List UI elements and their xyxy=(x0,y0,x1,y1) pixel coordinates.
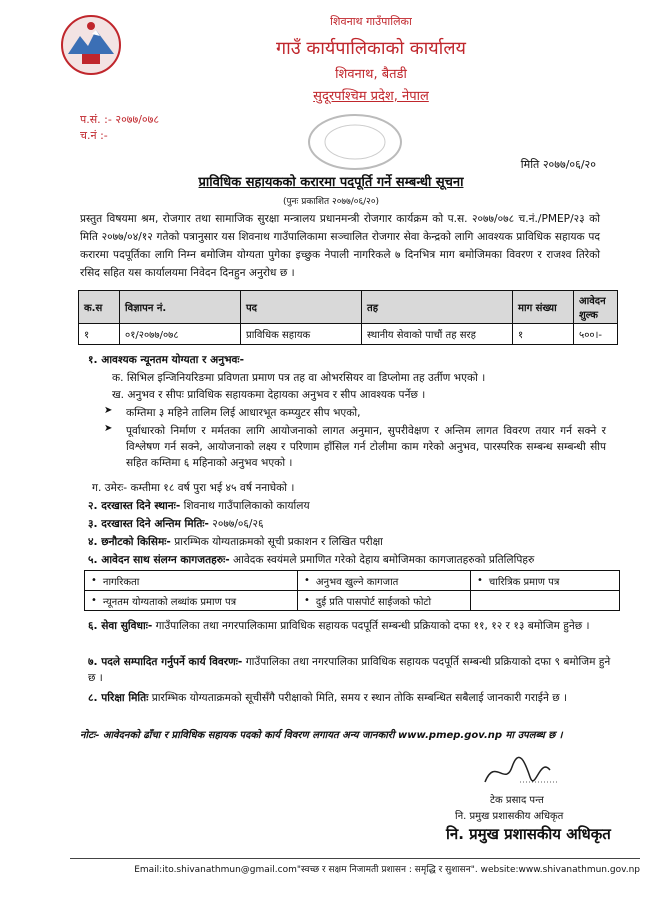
bullet-icon: • xyxy=(304,575,310,586)
notice-title: प्राविधिक सहायकको करारमा पदपूर्ति गर्ने सम्बन्धी सूचना xyxy=(198,175,464,190)
section-value: प्रारम्भिक योग्यताक्रमको सूचीसँगै परीक्षाको मिति, समय र स्थान तोकि सम्बन्धित सबैलाई जानकारी गराईने छ । xyxy=(148,692,568,704)
documents-table xyxy=(84,570,620,611)
section-label: ५. आवेदन साथ संलग्न कागजतहरुः- xyxy=(88,554,230,566)
section-value: गाउँपालिका तथा नगरपालिका प्राविधिक सहायक पदपूर्ति सम्बन्धी प्रक्रियाको दफा ९ बमोजिम हुने छ । xyxy=(88,656,611,684)
section-8 xyxy=(88,690,618,706)
table-cell: ०१/२०७७/०७८ xyxy=(120,324,241,345)
document-item: न्यूनतम योग्यताको लब्धांक प्रमाण पत्र xyxy=(102,596,237,608)
signatory-role: नि. प्रमुख प्रशासकीय अधिकृत xyxy=(455,811,564,822)
notice-date: मिति २०७७/०६/२० xyxy=(520,158,596,171)
dispatch-number: च.नं :- xyxy=(80,129,108,142)
section-3 xyxy=(88,516,264,532)
document-item: अनुभव खुल्ने कागजात xyxy=(315,576,399,588)
document-item: दुई प्रति पासपोर्ट साईजको फोटो xyxy=(315,596,432,608)
section-5 xyxy=(88,552,534,568)
arrow-bullet-icon: ➤ xyxy=(104,405,113,416)
table-cell xyxy=(298,571,471,591)
skill-item-2: पूर्वाधारको निर्माण र मर्मतका लागि आयोजनाको लागत अनुमान, सुपरीवेक्षण र अन्तिम लागत विवरण तयार गर्न सक्ने र विश्लेषण गर्न सक्ने, आयोजनाको लक्ष्य र परिणाम हाँसिल गर्न टोलीमा काम गरेको अनुभव, पारस्परिक सम्बन्ध सम्बन्धी सीप सहित कम्तिमा ६ महिनाको अनुभव भएको । xyxy=(126,425,606,469)
section-label: ४. छनौटको किसिमः- xyxy=(88,536,171,548)
table-cell xyxy=(471,571,620,591)
bullet-icon: • xyxy=(91,595,97,606)
section-7 xyxy=(88,654,618,686)
section-value: शिवनाथ गाउँपालिकाको कार्यालय xyxy=(180,500,310,512)
note: नोटः- आवेदनको ढाँचा र प्राविधिक सहायक पदको कार्य विवरण लगायत अन्य जानकारी www.pmep.gov.np मा उपलब्ध छ । xyxy=(80,730,563,741)
office-stamp-icon xyxy=(305,112,405,172)
table-row xyxy=(85,591,620,611)
section-1-heading: १. आवश्यक न्यूनतम योग्यता र अनुभवः- xyxy=(88,354,244,366)
table-cell xyxy=(471,591,620,611)
table-cell xyxy=(298,591,471,611)
table-cell: ५००।- xyxy=(574,324,618,345)
section-label: ८. परिक्षा मितिः xyxy=(88,692,149,704)
section-value: प्रारम्भिक योग्यताक्रमको सूची प्रकाशन र लिखित परीक्षा xyxy=(170,536,383,548)
table-header-row xyxy=(79,291,618,324)
arrow-bullet-icon: ➤ xyxy=(104,423,113,434)
notice-subtitle: (पुनः प्रकाशित २०७७/०६/२०) xyxy=(282,197,380,207)
document-item: चारित्रिक प्रमाण पत्र xyxy=(488,576,560,588)
section-label: ६. सेवा सुविधाः- xyxy=(88,620,153,632)
table-cell: स्थानीय सेवाको पाचौं तह सरह xyxy=(362,324,513,345)
section-value: गाउँपालिका तथा नगरपालिकामा प्राविधिक सहायक पदपूर्ति सम्बन्धी प्रक्रियाको दफा ११, १२ र १३ बमोजिम हुनेछ । xyxy=(152,620,590,632)
intro-paragraph: प्रस्तुत विषयमा श्रम, रोजगार तथा सामाजिक सुरक्षा मन्त्रालय प्रधानमन्त्री रोजगार कार्यक्रम को प.स. २०७७/०७८ च.नं./PMEP/२३ को मिति २०७७/०४/१२ गतेको पत्रानुसार यस शिवनाथ गाउँपालिकामा सञ्चालित रोजगार सेवा केन्द्रको लागि आवश्यक प्राविधिक सहायक पद करारमा पदपूर्तिका लागि निम्न बमोजिम योग्यता पुगेका इच्छुक नेपाली नागरिकले ७ दिनभित्र माग बमोजिमका विवरण र राजश्व तिरेको रसिद सहित यस कार्यालयमा निवेदन दिनहुन अनुरोध छ । xyxy=(80,213,600,279)
col-header: विज्ञापन नं. xyxy=(120,291,241,324)
col-header: क.स xyxy=(79,291,120,324)
section-4 xyxy=(88,534,383,550)
table-cell: १ xyxy=(513,324,574,345)
signatory-name: टेक प्रसाद पन्त xyxy=(490,795,544,806)
bullet-icon: • xyxy=(91,575,97,586)
qualification-ka: क. सिभिल इन्जिनियरिङमा प्रविणता प्रमाण पत्र तह वा ओभरसियर वा डिप्लोमा तह उर्तीण भएको । xyxy=(112,372,486,384)
section-value: आवेदक स्वयंमले प्रमाणित गरेको देहाय बमोजिमका कागजातहरुको प्रतिलिपिहरु xyxy=(229,554,535,566)
vacancy-table xyxy=(78,290,618,345)
col-header: माग संख्या xyxy=(513,291,574,324)
table-cell: प्राविधिक सहायक xyxy=(241,324,362,345)
footer-contact: Email:ito.shivanathmun@gmail.com"स्वच्छ र सक्षम निजामती प्रशासन : समृद्धि र सुशासन". website:www.shivanathmun.gov.np xyxy=(134,865,640,875)
section-label: ३. दरखास्त दिने अन्तिम मितिः- xyxy=(88,518,209,530)
bullet-icon: • xyxy=(304,595,310,606)
table-row xyxy=(79,324,618,345)
header-province: सुदूरपश्चिम प्रदेश, नेपाल xyxy=(313,89,429,104)
section-label: ७. पदले सम्पादित गर्नुपर्ने कार्य विवरणः- xyxy=(88,656,243,668)
signatory-stamp: नि. प्रमुख प्रशासकीय अधिकृत xyxy=(446,825,611,843)
skill-item-1: कम्तिमा ३ महिने तालिम लिई आधारभूत कम्प्युटर सीप भएको, xyxy=(126,407,361,419)
section-2 xyxy=(88,498,310,514)
qualification-ga: ग. उमेरः- कम्तीमा १८ वर्ष पुरा भई ४५ वर्ष ननाघेको । xyxy=(92,482,295,494)
section-label: २. दरखास्त दिने स्थानः- xyxy=(88,500,181,512)
section-6 xyxy=(88,618,618,634)
section-value: २०७७/०६/२६ xyxy=(208,518,264,530)
footer-divider xyxy=(70,858,640,859)
col-header: आवेदन शुल्क xyxy=(574,291,618,324)
qualification-kha: ख. अनुभव र सीपः प्राविधिक सहायकमा देहायका अनुभव र सीप आवश्यक पर्नेछ । xyxy=(112,389,426,401)
reference-number: प.सं. :- २०७७/०७८ xyxy=(80,113,160,126)
document-item: नागरिकता xyxy=(102,576,140,588)
table-cell: १ xyxy=(79,324,120,345)
col-header: पद xyxy=(241,291,362,324)
header-municipality: शिवनाथ गाउँपालिका xyxy=(330,15,412,28)
header-office: गाउँ कार्यपालिकाको कार्यालय xyxy=(276,38,466,59)
table-cell xyxy=(85,591,298,611)
col-header: तह xyxy=(362,291,513,324)
table-cell xyxy=(85,571,298,591)
table-row xyxy=(85,571,620,591)
signature-icon xyxy=(480,752,560,792)
bullet-icon: • xyxy=(477,575,483,586)
header-location: शिवनाथ, बैतडी xyxy=(335,67,407,82)
